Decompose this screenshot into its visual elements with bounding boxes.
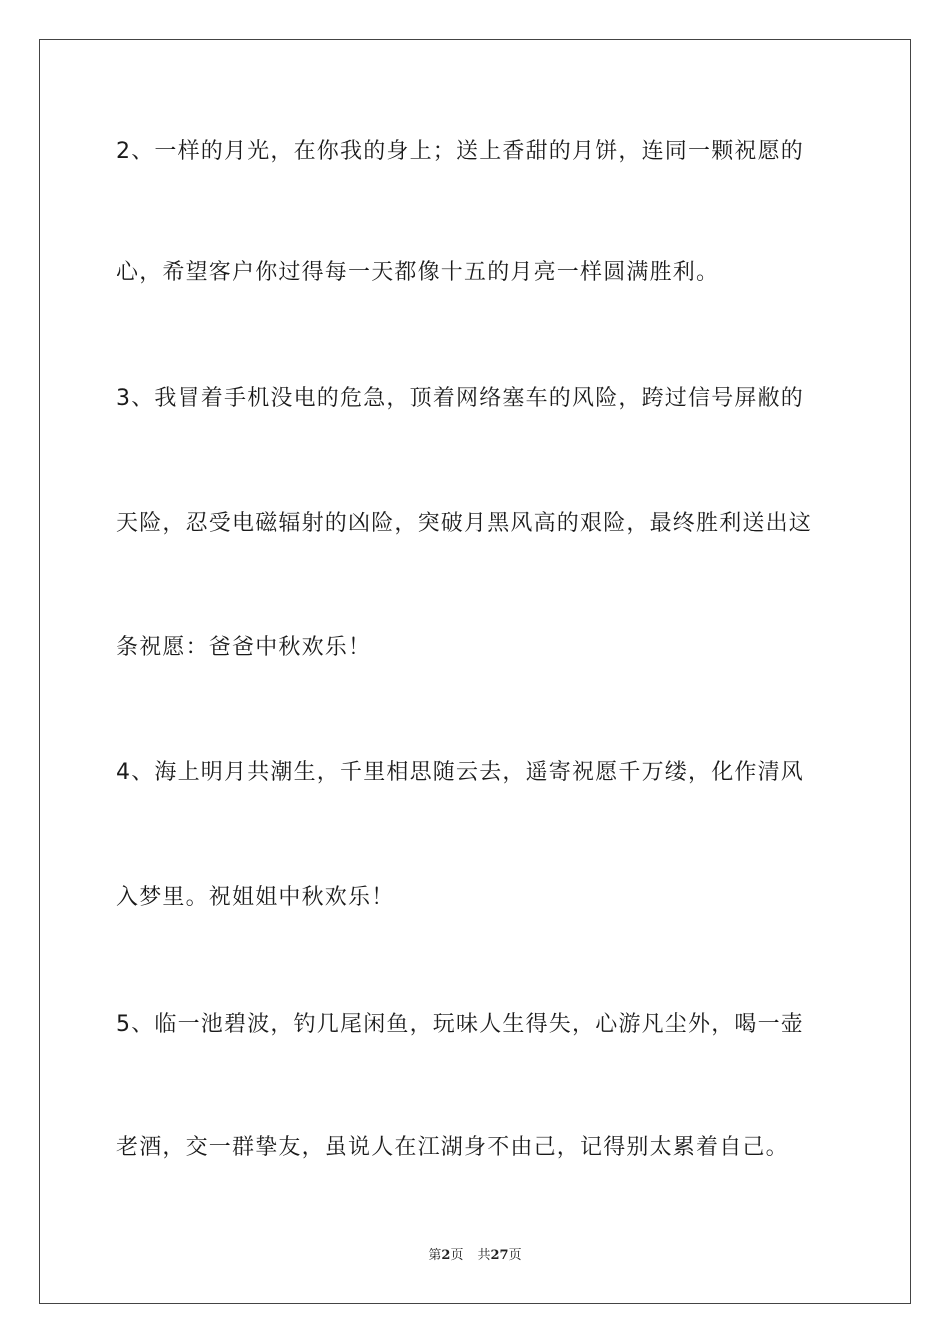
total-suffix: 页 [508, 1248, 522, 1263]
body-text-line: 老酒，交一群挚友，虽说人在江湖身不由己，记得别太累着自己。 [116, 1135, 789, 1160]
body-text-line: 5、临一池碧波，钓几尾闲鱼，玩味人生得失，心游凡尘外，喝一壶 [116, 1012, 804, 1037]
page-border [39, 39, 911, 1304]
body-text-line: 3、我冒着手机没电的危急，顶着网络塞车的风险，跨过信号屏敝的 [116, 386, 804, 411]
body-text-line: 心，希望客户你过得每一天都像十五的月亮一样圆满胜利。 [116, 260, 720, 285]
total-pages: 27 [490, 1248, 509, 1263]
body-text-line: 4、海上明月共潮生，千里相思随云去，遥寄祝愿千万缕，化作清风 [116, 760, 804, 785]
body-text-line: 天险，忍受电磁辐射的凶险，突破月黑风高的艰险，最终胜利送出这 [116, 511, 813, 536]
page-number: 2 [441, 1248, 451, 1263]
body-text-line: 2、一样的月光，在你我的身上；送上香甜的月饼，连同一颗祝愿的 [116, 139, 804, 164]
body-text-line: 入梦里。祝姐姐中秋欢乐！ [116, 885, 395, 910]
page-suffix: 页 [450, 1248, 464, 1263]
body-text-line: 条祝愿：爸爸中秋欢乐！ [116, 635, 372, 660]
page-footer [0, 1247, 950, 1265]
total-prefix: 共 [477, 1248, 491, 1263]
page-prefix: 第 [428, 1248, 442, 1263]
